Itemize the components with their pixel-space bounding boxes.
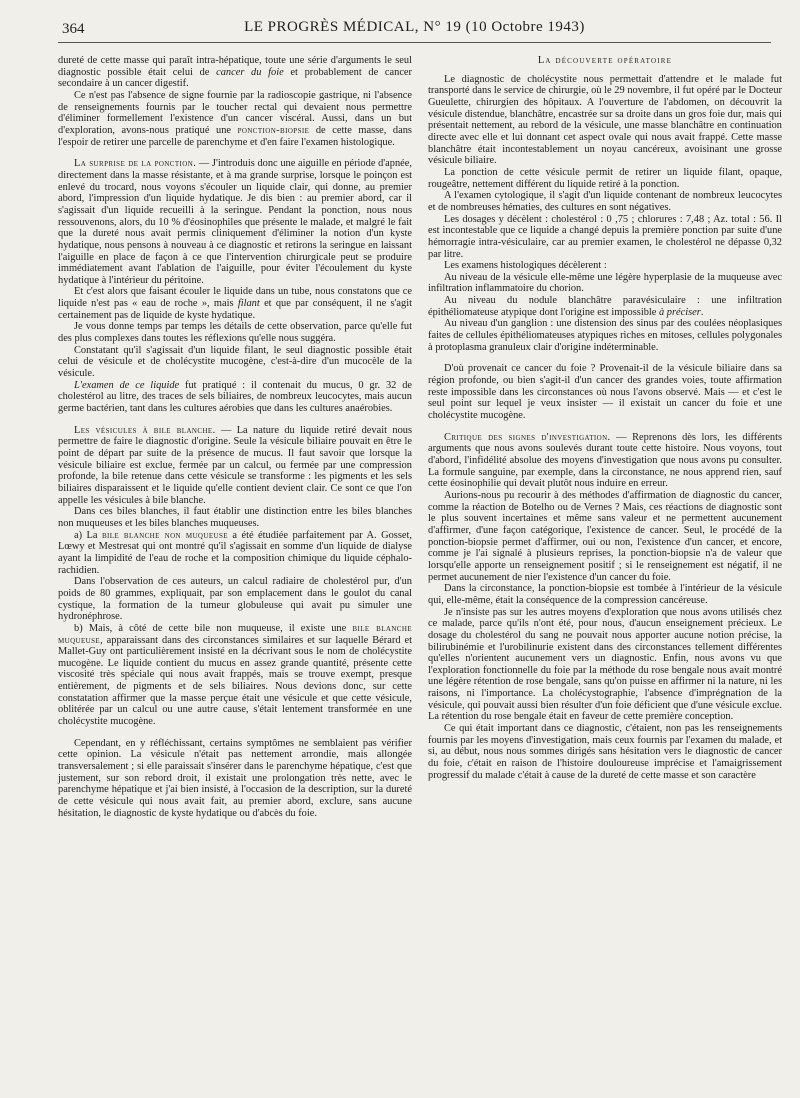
paragraph: L'examen de ce liquide fut pratiqué : il contenait du mucus, 0 gr. 32 de cholestérol au litre, des traces de sels biliaires, de nombreux leucocytes, mais aucun germe bactérien, tant dans les cultures aérobies que dans les cultures anaérobies. bbox=[58, 379, 413, 415]
paragraph: Constatant qu'il s'agissait d'un liquide filant, le seul diagnostic possible était celui de vésicule et de cholécystite mucogène, c'est-à-dire d'un mucocèle de la vésicule. bbox=[58, 344, 412, 380]
running-header bbox=[58, 16, 771, 42]
paragraph: Les dosages y décèlent : cholestérol : 0 ,75 ; chlorures : 7,48 ; Az. total : 56. Il est incontestable que ce liquide a changé depuis la première ponction par suite d'une hémorragie intra-vésiculaire, car au premier examen, le cholestérol ne dépasse 0,32 par litre. bbox=[428, 213, 782, 260]
paragraph: Dans l'observation de ces auteurs, un calcul radiaire de cholestérol pur, d'un poids de 80 grammes, expliquait, par son emplacement dans le goulot du canal cystique, la formation de la tumeur globuleuse qui avait pu simuler une hydronéphrose. bbox=[58, 576, 412, 623]
paragraph: a) La bile blanche non muqueuse a été étudiée parfaitement par A. Gosset, Lœwy et Mestresat qui ont montré qu'il s'agissait en somme d'un liquide de dialyse ayant la limpidité de l'eau de roche et la composition chimique du liquide céphalo-rachidien. bbox=[58, 529, 412, 576]
section-heading: Les vésicules à bile blanche. bbox=[74, 424, 216, 436]
paragraph: A l'examen cytologique, il s'agit d'un liquide contenant de nombreux leucocytes et de nombreuses hématies, des cultures en sont négatives. bbox=[428, 190, 782, 213]
paragraph: Je n'insiste pas sur les autres moyens d'exploration que nous avons utilisés chez ce malade, parce qu'ils n'ont été, pour nous, d'aucun enseignement précieux. Le dosage du cholestérol du sang ne pouvait nous apporter aucune notion précise, la bilirubinémie et l'urobilinurie existent dans des circonstances tellement différentes qu'elles n'orientent aucunement vers un diagnostic. Enfin, nous avons vu que l'exploration fonctionnelle du foie par la méthode du rose bengale nous avait montré une légère rétention de rose bengale, sans qu'on puisse en affirmer ni la nature, ni les raisons, ni l'importance. La cholécystographie, l'absence d'imprégnation de la vésicule, qui pouvait aussi bien résulter d'un foie déficient que d'une vésicule exclue. La rétention du rose bengale était en faveur de cette première conception. bbox=[428, 606, 782, 723]
section-heading: Critique des signes d'investigation. bbox=[444, 431, 611, 443]
section-paragraph-bile-blanche: Les vésicules à bile blanche. — La nature du liquide retiré devait nous permettre de faire le diagnostic d'origine. Seule la vésicule biliaire pouvait en être le point de départ par suite de la présence de mucus. Il faut savoir que lorsque la vésicule biliaire est exclue, fermée par un calcul, ou fermée par une compression profonde, la bile retenue dans cette vésicule se transforme : les pigments et les sels biliaires disparaissent et le liquide qu'elle contient devient clair. Ce sont ce que l'on appelle les vésicules à bile blanche. bbox=[58, 424, 413, 506]
paragraph: Ce n'est pas l'absence de signe fournie par la radioscopie gastrique, ni l'absence de renseignements fournis par le toucher rectal qui devaient nous permettre d'éliminer formellement l'existence d'un cancer viscéral. Aussi, dans un but d'exploration, avons-nous pratiqué une ponction-biopsie de cette masse, dans l'espoir de retirer une parcelle de parenchyme et d'en faire l'examen histologique. bbox=[58, 89, 412, 148]
section-heading: La surprise de la ponction. bbox=[74, 158, 197, 170]
paragraph: Au niveau de la vésicule elle-même une légère hyperplasie de la muqueuse avec infiltration inflammatoire du chorion. bbox=[428, 271, 782, 295]
paragraph: D'où provenait ce cancer du foie ? Provenait-il de la vésicule biliaire dans sa région profonde, ou bien s'agit-il d'un cancer des grandes voies, toute affirmation reste impossible dans les circonstances où nous l'avons observé. Mais — et c'est le seul point sur lequel je veux insister — il existait un cancer du foie et une cholécystite mucogène. bbox=[428, 363, 782, 422]
paragraph: Le diagnostic de cholécystite nous permettait d'attendre et le malade fut transporté dans le service de chirurgie, où le 29 novembre, il fut opéré par le Docteur Gueulette, chirurgien des hôpitaux. A l'ouverture de l'abdomen, on découvrit la vésicule distendue, blanchâtre, encastrée sur sa droite dans un gros foie dur, mais qui présentait nettement, au rebord de la vésicule, une masse blanchâtre en continuation directe avec elle et lui donnant cet aspect ovale qui nous avait frappé. Cette masse blanchâtre était incontestablement un noyau cancéreux, avoisinant une grosse vésicule biliaire. bbox=[428, 73, 782, 167]
section-title: La découverte opératoire bbox=[537, 55, 673, 66]
paragraph: Je vous donne temps par temps les détails de cette observation, parce qu'elle fut des plus complexes dans toutes les réflexions qu'elle nous suggéra. bbox=[58, 321, 412, 345]
right-column bbox=[428, 55, 782, 781]
paragraph: Dans la circonstance, la ponction-biopsie est tombée à l'intérieur de la vésicule qui, elle-même, était la conséquence de la compression cancéreuse. bbox=[428, 583, 782, 606]
page-number: 364 bbox=[62, 21, 85, 37]
section-paragraph-critique: Critique des signes d'investigation. — Reprenons dès lors, les différents arguments que nous avons soulevés durant toute cette histoire. Nous voyons, tout d'abord, l'infidélité absolue des moyens d'investigation que nous avons pu consulter. La formule sanguine, par exemple, dans la circonstance, ne nous apprend rien, sauf cette éosinophilie qui devait plutôt nous induire en erreur. bbox=[428, 431, 783, 490]
paragraph: Ce qui était important dans ce diagnostic, c'étaient, non pas les renseignements fournis par les moyens d'investigation, mais ceux fournis par l'examen du malade, et si, au début, nous nous sommes dirigés sans hésitation vers le diagnostic de cancer du foie, c'était en raison de l'histoire douloureuse imprécise et l'amaigrissement progressif du malade c'était à cause de la dureté de cette masse et son caractère bbox=[428, 723, 782, 781]
paragraph: Cependant, en y réfléchissant, certains symptômes ne semblaient pas vérifier cette opinion. La vésicule n'était pas nettement arrondie, mais allongée transversalement ; si elle paraissait s'insérer dans le parenchyme hépatique, c'est que justement, sur son rebord droit, il existait une prolongation très nette, avec le parenchyme hépatique et j'ai bien insisté, à l'occasion de la description, sur la dureté de cette vésicule qui nous avait fait, au premier abord, exclure, sans aucune hésitation, le diagnostic de kyste hydatique ou d'abcès du foie. bbox=[58, 737, 412, 819]
paragraph: Aurions-nous pu recourir à des méthodes d'affirmation de diagnostic du cancer, comme la réaction de Botelho ou de Vernes ? Mais, ces réactions de diagnostic sont le plus souvent incertaines et même sans valeur et ne permettent aucunement d'affirmer, d'une façon catégorique, l'existence de cancer. Seul, le procédé de la ponction-biopsie permet d'affirmer, oui ou non, l'existence d'un cancer, et encore, comme je l'ai signalé à plusieurs reprises, la ponction-biopsie n'a de valeur que lorsqu'elle apporte un renseignement positif ; si le renseignement est négatif, il ne permet aucunement de nier l'existence d'un cancer du foie. bbox=[428, 489, 782, 583]
paragraph: Au niveau du nodule blanchâtre paravésiculaire : une infiltration épithéliomateuse atypique dont l'origine est impossible à préciser. bbox=[428, 295, 782, 318]
paragraph: Et c'est alors que faisant écouler le liquide dans un tube, nous constatons que ce liquide n'est pas « eau de roche », mais filant et que par conséquent, il ne s'agit certainement pas de liquide de kyste hydatique. bbox=[58, 286, 412, 321]
paragraph: Les examens histologiques décèlerent : bbox=[444, 260, 607, 272]
left-column bbox=[58, 55, 412, 819]
paragraph: La ponction de cette vésicule permit de retirer un liquide filant, opaque, rougeâtre, nettement différent du liquide retiré à la ponction. bbox=[428, 166, 782, 190]
paragraph: dureté de cette masse qui paraît intra-hépatique, toute une série d'arguments le seul diagnostic possible était celui de cancer du foie et probablement de cancer secondaire à un cancer digestif. bbox=[58, 55, 413, 90]
paragraph: Dans ces biles blanches, il faut établir une distinction entre les biles blanches non muqueuses et les biles blanches muqueuses. bbox=[58, 506, 412, 529]
paragraph: Au niveau d'un ganglion : une distension des sinus par des coulées néoplasiques faites de cellules épithéliomateuses atypiques riches en mitoses, cellules polygonales à protoplasma granuleux clair d'origine indéterminable. bbox=[428, 318, 782, 353]
section-paragraph-surprise: La surprise de la ponction. — J'introduis donc une aiguille en période d'apnée, directement dans la masse résistante, et à ma grande surprise, lorsque le poinçon est enlevé du trocard, nous voyons s'écouler un liquide clair, qui donne, au premier abord, l'impression d'un liquide hydatique. Je dis bien : au premier abord, car il s'agissait d'un liquide recueilli à la seringue. Pendant la ponction, nous nous ressouvenons, alors, du 10 % d'éosinophiles que présente le malade, et malgré le fait que la dureté nous avait permis cliniquement d'éliminer la notion d'un kyste hydatique, nous pensons à nouveau à ce diagnostic et retirons la seringue en laissant l'aiguille en place de façon à ce que l'intervention chirurgicale peut se produire immédiatement avant l'ablation de l'aiguille, pour éviter l'écoulement du kyste hydatique à l'intérieur du péritoine. bbox=[58, 158, 412, 286]
header-rule bbox=[58, 42, 771, 43]
journal-title: LE PROGRÈS MÉDICAL, N° 19 (10 Octobre 1943) bbox=[244, 19, 585, 35]
paragraph: b) Mais, à côté de cette bile non muqueuse, il existe une bile blanche muqueuse, apparaissant dans des circonstances similaires et sur laquelle Bérard et Mallet-Guy ont particulièrement insisté en la décrivant sous le nom de cholécystite mucogène. Le liquide contient du mucus en assez grande quantité, présente cette viscosité très spéciale qui nous avait frappés, mais se trouve exempt, presque entièrement, de pigments et de sels biliaires. Nous devions donc, sur cette constatation affirmer que la masse perçue était une vésicule et que cette vésicule, oblitérée par un calcul ou une autre cause, s'était lentement transformée en une cholécystite mucogène. bbox=[58, 622, 412, 728]
